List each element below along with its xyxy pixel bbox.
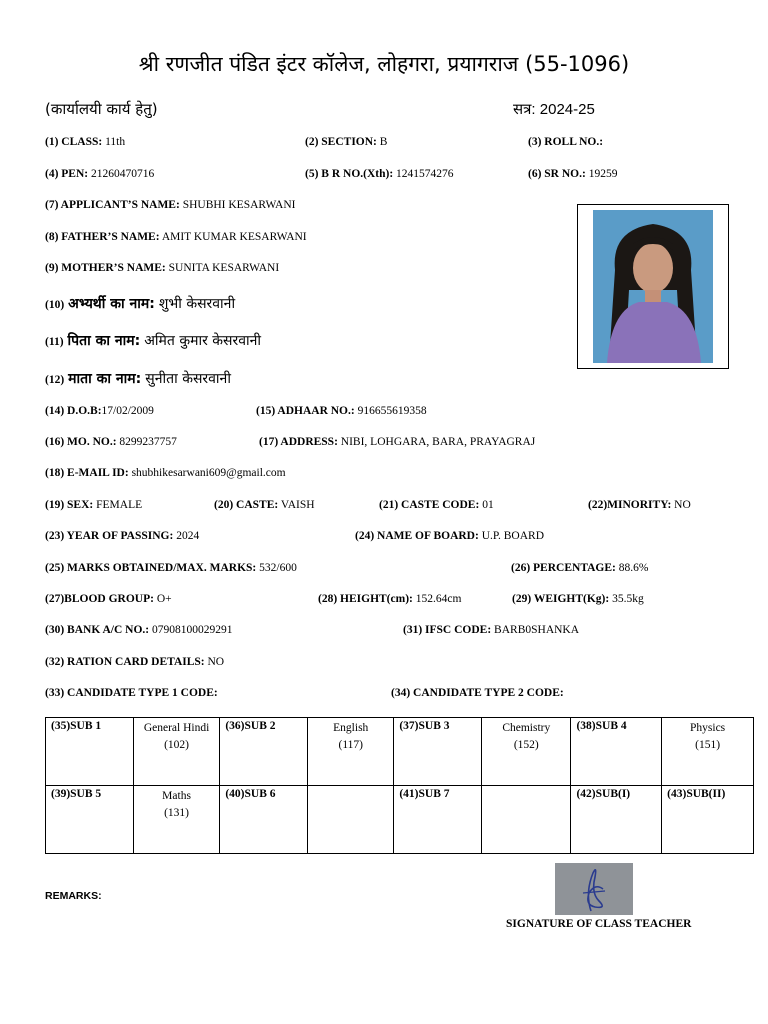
session-label: सत्र: 2024-25 <box>513 101 595 118</box>
sub4-label: (38)SUB 4 <box>571 718 662 786</box>
roll-field: (3) ROLL NO.: <box>528 136 604 148</box>
sub5-label: (39)SUB 5 <box>46 786 134 854</box>
mother-name-hindi-field: (12) माता का नाम: सुनीता केसरवानी <box>45 371 231 387</box>
sub6-label: (40)SUB 6 <box>220 786 308 854</box>
photo-frame <box>577 204 729 369</box>
dob-field: (14) D.O.B:17/02/2009 <box>45 405 154 417</box>
ifsc-field: (31) IFSC CODE: BARB0SHANKA <box>403 624 580 636</box>
sub-i-label: (42)SUB(I) <box>571 786 662 854</box>
remarks-label: REMARKS: <box>45 890 102 902</box>
blood-group-field: (27)BLOOD GROUP: O+ <box>45 593 172 605</box>
percentage-field: (26) PERCENTAGE: 88.6% <box>511 562 649 574</box>
sub3-value: Chemistry (152) <box>482 718 571 786</box>
ration-card-field: (32) RATION CARD DETAILS: NO <box>45 656 225 668</box>
candidate-type-2-field: (34) CANDIDATE TYPE 2 CODE: <box>391 687 564 699</box>
mobile-field: (16) MO. NO.: 8299237757 <box>45 436 177 448</box>
sub3-label: (37)SUB 3 <box>394 718 482 786</box>
subjects-table <box>45 717 754 854</box>
applicant-photo-illustration <box>593 210 713 363</box>
sub1-value: General Hindi (102) <box>133 718 220 786</box>
office-use-label: (कार्यालयी कार्य हेतु) <box>45 100 158 118</box>
applicant-name-hindi-field: (10) अभ्यर्थी का नाम: शुभी केसरवानी <box>45 296 236 312</box>
applicant-photo <box>593 210 713 363</box>
aadhaar-field: (15) ADHAAR NO.: 916655619358 <box>256 405 427 417</box>
applicant-name-field: (7) APPLICANT’S NAME: SHUBHI KESARWANI <box>45 199 296 211</box>
sub7-value <box>482 786 571 854</box>
board-field: (24) NAME OF BOARD: U.P. BOARD <box>355 530 545 542</box>
signature-caption: SIGNATURE OF CLASS TEACHER <box>506 918 692 930</box>
teacher-signature <box>555 863 633 915</box>
sub5-value: Maths (131) <box>133 786 220 854</box>
candidate-type-1-field: (33) CANDIDATE TYPE 1 CODE: <box>45 687 218 699</box>
caste-field: (20) CASTE: VAISH <box>214 499 315 511</box>
sub7-label: (41)SUB 7 <box>394 786 482 854</box>
subjects-row-1 <box>46 718 754 786</box>
subjects-row-2 <box>46 786 754 854</box>
sub-ii-label: (43)SUB(II) <box>662 786 754 854</box>
signature-scribble <box>555 863 633 915</box>
father-name-field: (8) FATHER’S NAME: AMIT KUMAR KESARWANI <box>45 231 307 243</box>
sub1-label: (35)SUB 1 <box>46 718 134 786</box>
sr-no-field: (6) SR NO.: 19259 <box>528 168 618 180</box>
caste-code-field: (21) CASTE CODE: 01 <box>379 499 494 511</box>
sub2-value: English (117) <box>308 718 394 786</box>
pen-field: (4) PEN: 21260470716 <box>45 168 155 180</box>
weight-field: (29) WEIGHT(Kg): 35.5kg <box>512 593 644 605</box>
section-field: (2) SECTION: B <box>305 136 388 148</box>
sub4-value: Physics (151) <box>662 718 754 786</box>
year-of-passing-field: (23) YEAR OF PASSING: 2024 <box>45 530 200 542</box>
marks-field: (25) MARKS OBTAINED/MAX. MARKS: 532/600 <box>45 562 297 574</box>
height-field: (28) HEIGHT(cm): 152.64cm <box>318 593 462 605</box>
sub6-value <box>308 786 394 854</box>
email-field: (18) E-MAIL ID: shubhikesarwani609@gmail.com <box>45 467 286 479</box>
father-name-hindi-field: (11) पिता का नाम: अमित कुमार केसरवानी <box>45 333 262 349</box>
page-title: श्री रणजीत पंडित इंटर कॉलेज, लोहगरा, प्रयागराज (55-1096) <box>138 52 630 76</box>
br-no-field: (5) B R NO.(Xth): 1241574276 <box>305 168 454 180</box>
sub2-label: (36)SUB 2 <box>220 718 308 786</box>
class-field: (1) CLASS: 11th <box>45 136 126 148</box>
sex-field: (19) SEX: FEMALE <box>45 499 143 511</box>
address-field: (17) ADDRESS: NIBI, LOHGARA, BARA, PRAYAGRAJ <box>259 436 536 448</box>
bank-account-field: (30) BANK A/C NO.: 07908100029291 <box>45 624 233 636</box>
minority-field: (22)MINORITY: NO <box>588 499 691 511</box>
mother-name-field: (9) MOTHER’S NAME: SUNITA KESARWANI <box>45 262 280 274</box>
